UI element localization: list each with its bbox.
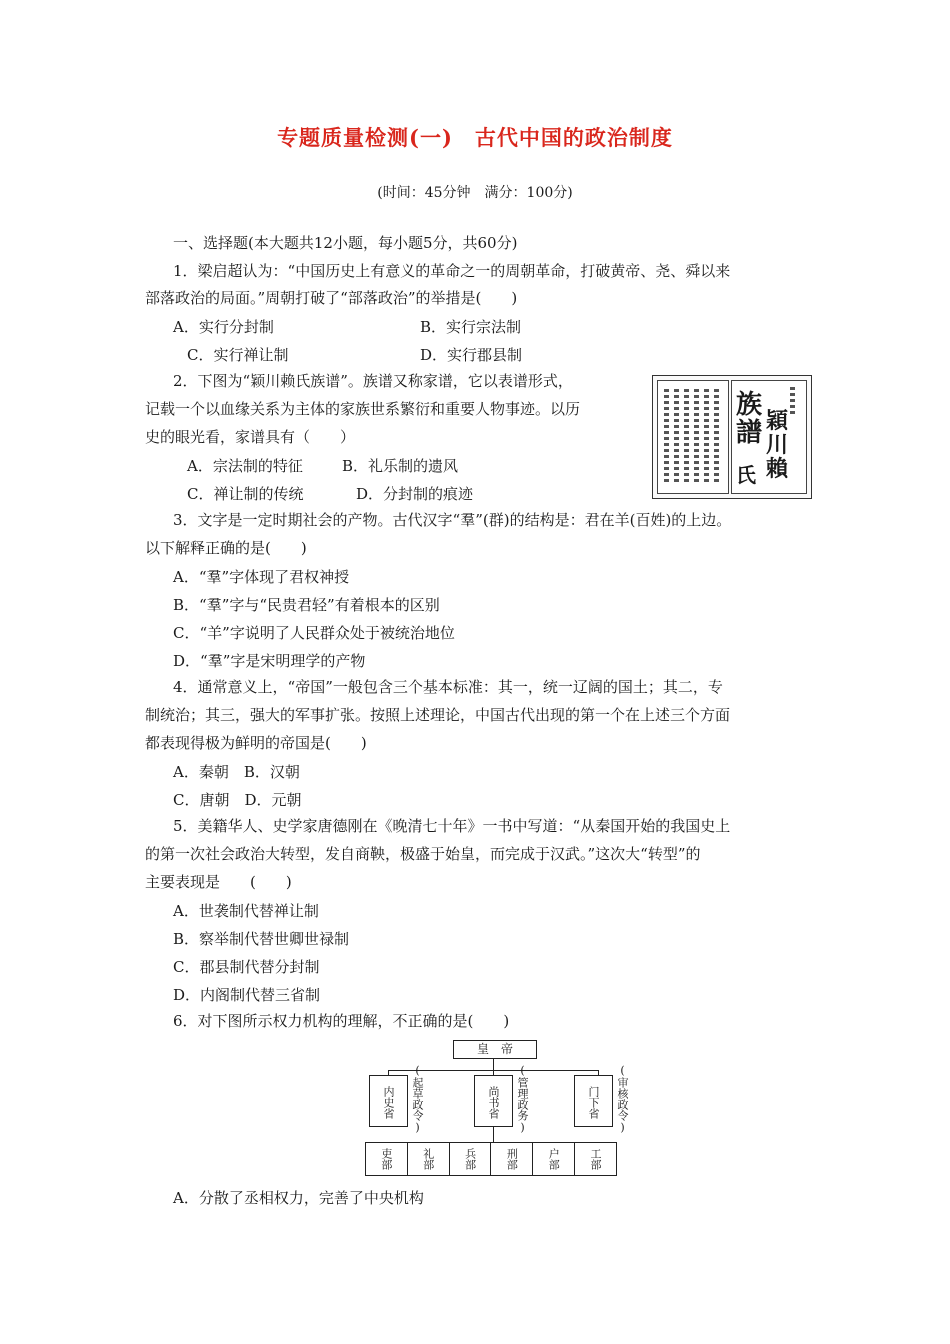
office-box-menxia: [574, 1075, 613, 1127]
office-name: 内史省: [382, 1085, 395, 1119]
option-b: B．察举制代替世卿世禄制: [173, 930, 350, 948]
option-c: C．禅让制的传统: [187, 485, 304, 503]
option-c: C．“羊”字说明了人民群众处于被统治地位: [173, 624, 455, 642]
option-a: A．世袭制代替禅让制: [173, 902, 319, 920]
option-b: B．“羣”字与“民贵君轻”有着根本的区别: [173, 596, 440, 614]
emperor-box: 皇 帝: [453, 1040, 537, 1059]
question-line: 的第一次社会政治大转型，发自商鞅，极盛于始皇，而完成于汉武。”这次大“转型”的: [145, 845, 701, 863]
option-a: A．宗法制的特征: [187, 457, 303, 475]
genealogy-text-page: [657, 380, 729, 494]
option-d: D．内阁制代替三省制: [173, 986, 321, 1004]
ministries-row: [365, 1142, 617, 1176]
office-role: (起草政令): [411, 1064, 424, 1134]
question-line: 1．梁启超认为：“中国历史上有意义的革命之一的周朝革命，打破黄帝、尧、舜以来: [173, 262, 731, 280]
ministry-cell: 户部: [533, 1143, 575, 1175]
exam-time-info: (时间：45分钟 满分：100分): [377, 185, 573, 201]
question-line: 史的眼光看，家谱具有（ ）: [145, 428, 356, 446]
office-box-neishi: [369, 1075, 408, 1127]
option-d: D．实行郡县制: [420, 346, 523, 364]
cover-char: 族: [736, 390, 763, 420]
option-d: D．“羣”字是宋明理学的产物: [173, 652, 366, 670]
cover-char: 穎: [766, 408, 789, 434]
question-line: 主要表现是 ( ): [145, 873, 292, 891]
question-line: 部落政治的局面。”周朝打破了“部落政治”的举措是( ): [145, 289, 518, 307]
question-line: 4．通常意义上，“帝国”一般包含三个基本标准：其一，统一辽阔的国土；其二，专: [173, 678, 723, 696]
option-c: C．郡县制代替分封制: [173, 958, 320, 976]
cover-char: 川: [766, 432, 789, 458]
office-box-shangshu: [474, 1075, 513, 1127]
option-b: B．礼乐制的遗风: [342, 457, 459, 475]
option-d: D．分封制的痕迹: [356, 485, 474, 503]
question-line: 3．文字是一定时期社会的产物。古代汉字“羣”(群)的结构是：君在羊(百姓)的上边。: [173, 511, 732, 529]
cover-char: 賴: [766, 456, 789, 482]
option-a: A．分散了丞相权力，完善了中央机构: [173, 1189, 424, 1207]
question-line: 6．对下图所示权力机构的理解，不正确的是( ): [173, 1012, 510, 1030]
ministry-cell: 刑部: [491, 1143, 533, 1175]
office-name: 尚书省: [487, 1085, 500, 1119]
ministry-cell: 工部: [589, 1148, 603, 1170]
office-role: (审核政令): [616, 1064, 629, 1134]
genealogy-cover-page: [731, 380, 807, 494]
question-line: 以下解释正确的是( ): [145, 539, 307, 557]
office-name: 门下省: [587, 1085, 600, 1119]
ministry-cell: 兵部: [450, 1143, 492, 1175]
option-ab: A．秦朝 B．汉朝: [173, 763, 300, 781]
question-line: 2．下图为“颖川赖氏族谱”。族谱又称家谱，它以表谱形式，: [173, 372, 573, 390]
ministry-cell: 礼部: [408, 1143, 450, 1175]
question-line: 记载一个以血缘关系为主体的家族世系繁衍和重要人物事迹。以历: [145, 400, 581, 418]
option-cd: C．唐朝 D．元朝: [173, 791, 302, 809]
question-line: 都表现得极为鲜明的帝国是( ): [145, 734, 367, 752]
option-b: B．实行宗法制: [420, 318, 522, 336]
option-a: A．实行分封制: [173, 318, 274, 336]
cover-char: 氏: [736, 463, 756, 487]
page-title: 专题质量检测(一) 古代中国的政治制度: [277, 125, 673, 150]
cover-char: 譜: [736, 418, 763, 448]
ministry-cell: 吏部: [366, 1143, 408, 1175]
section-heading: 一、选择题(本大题共12小题，每小题5分，共60分): [173, 234, 518, 252]
question-line: 制统治；其三，强大的军事扩张。按照上述理论，中国古代出现的第一个在上述三个方面: [145, 706, 731, 724]
genealogy-image: [652, 375, 812, 499]
office-role: (管理政务): [516, 1064, 529, 1134]
option-a: A．“羣”字体现了君权神授: [173, 568, 350, 586]
question-line: 5．美籍华人、史学家唐德刚在《晚清七十年》一书中写道：“从秦国开始的我国史上: [173, 817, 731, 835]
option-c: C．实行禅让制: [187, 346, 289, 364]
